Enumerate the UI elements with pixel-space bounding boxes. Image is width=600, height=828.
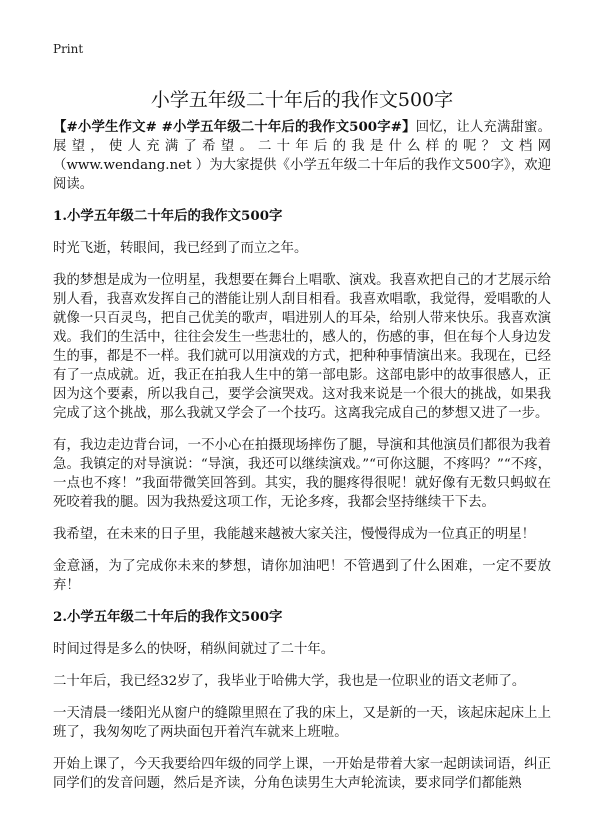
paragraph: 金意涵，为了完成你未来的梦想，请你加油吧！不管遇到了什么困难，一定不要放弃！	[53, 559, 551, 593]
paragraph: 时间过得是多么的快呀，稍纵间就过了二十年。	[53, 642, 335, 657]
intro-tags: 【#小学生作文# #小学五年级二十年后的我作文500字#】	[53, 119, 416, 135]
paragraph: 时光飞逝，转眼间，我已经到了而立之年。	[53, 241, 308, 256]
paragraph: 我希望，在未来的日子里，我能越来越被大家关注，慢慢得成为一位真正的明星！	[53, 527, 536, 542]
paragraph: 有，我边走边背台词，一不小心在拍摄现场摔伤了腿，导演和其他演员们都很为我着急。我镇定的对导演说：“导演，我还可以继续演戏。”“可你这腿，不疼吗？”“不疼，一点也不疼！”我面带微笑回答到。其实，我的腿疼得很呢！就好像有无数只蚂蚁在死咬着我的腿。因为我热爱这项工作，无论多疼，我都会坚持继续干下去。	[53, 438, 551, 510]
article-body	[53, 118, 551, 806]
section-heading: 2.小学五年级二十年后的我作文500字	[53, 609, 283, 625]
paragraph: 我的梦想是成为一位明星，我想要在舞台上唱歌、演戏。我喜欢把自己的才艺展示给别人看，我喜欢发挥自己的潜能让别人刮目相看。我喜欢唱歌，我觉得，爱唱歌的人就像一只百灵鸟，把自己优美的歌声，唱进别人的耳朵，给别人带来快乐。我喜欢演戏。我们的生活中，往往会发生一些悲壮的，感人的，伤感的事，但在每个人身边发生的事，都是不一样。我们就可以用演戏的方式，把种种事情演出来。我现在，已经有了一点成就。近，我正在拍我人生中的第一部电影。这部电影中的故事很感人，正因为这个要素，所以我自己，要学会演哭戏。这对我来说是一个很大的挑战，如果我完成了这个挑战，那么我就又学会了一个技巧。这离我完成自己的梦想又进了一步。	[53, 273, 551, 421]
paragraph: 开始上课了，今天我要给四年级的同学上课，一开始是带着大家一起朗读词语，纠正同学们的发音问题，然后是齐读，分角色读男生大声轮流读，要求同学们都能熟	[53, 757, 551, 791]
intro-paragraph	[53, 118, 551, 194]
paragraph: 一天清晨一缕阳光从窗户的缝隙里照在了我的床上，又是新的一天，该起床起床上上班了，我匆匆吃了两块面包开着汽车就来上班啦。	[53, 706, 551, 740]
print-label: Print	[53, 42, 84, 56]
intro-text: 回忆，让人充满甜蜜。展望，使人充满了希望。二十年后的我是什么样的呢？文档网（www.wendang.net ）为大家提供《小学五年级二十年后的我作文500字》，欢迎阅读。	[53, 120, 551, 192]
page-title: 小学五年级二十年后的我作文500字	[150, 88, 454, 111]
section-heading: 1.小学五年级二十年后的我作文500字	[53, 208, 283, 224]
paragraph: 二十年后，我已经32岁了，我毕业于哈佛大学，我也是一位职业的语文老师了。	[53, 674, 526, 689]
